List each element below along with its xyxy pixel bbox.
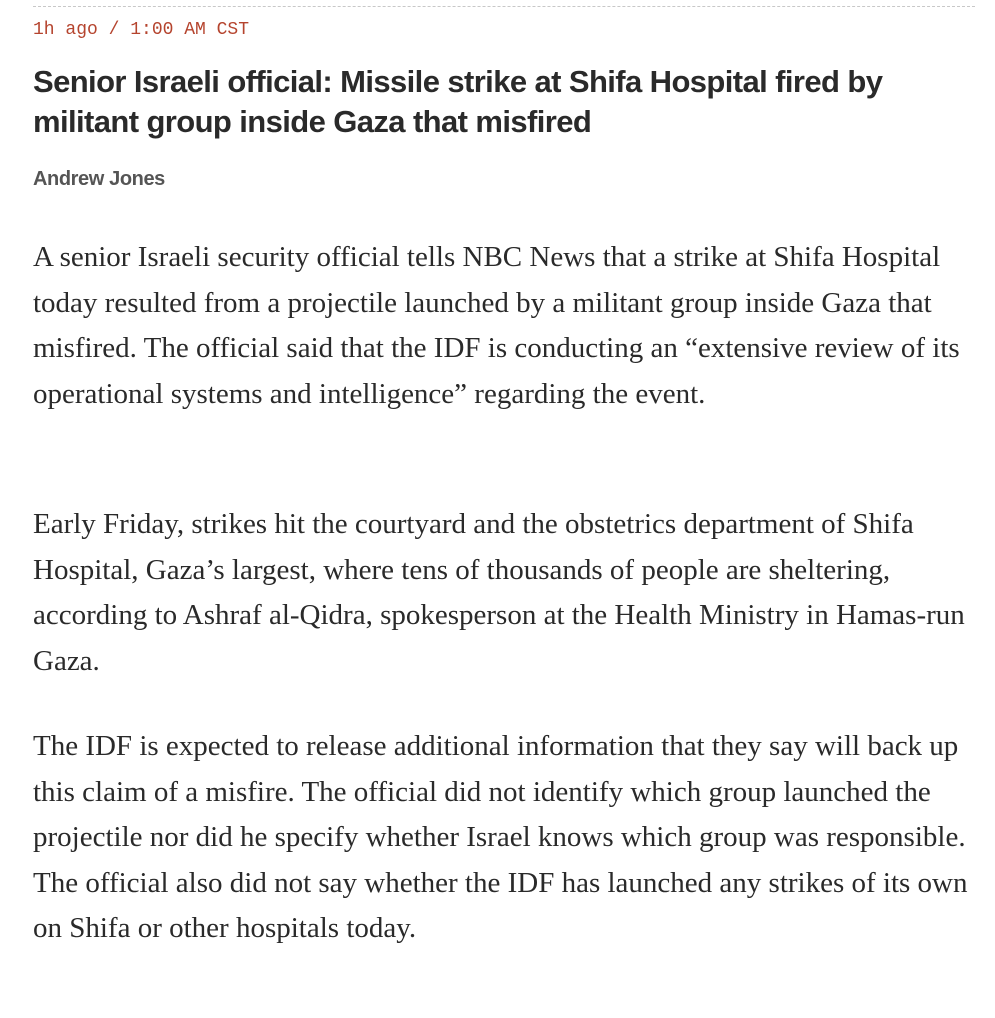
author-byline[interactable]: Andrew Jones <box>33 168 165 190</box>
post-timestamp: 1h ago / 1:00 AM CST <box>33 20 250 40</box>
body-paragraph: Early Friday, strikes hit the courtyard and the obstetrics department of Shifa Hospital, Gaza’s largest, where tens of thousands of people are sheltering, according to Ashraf al-Qidra, spokesperson at the Health Ministry in Hamas-run Gaza. <box>33 508 965 677</box>
body-paragraph: A senior Israeli security official tells NBC News that a strike at Shifa Hospital today resulted from a projectile launched by a militant group inside Gaza that misfired. The official said that the IDF is conducting an “extensive review of its operational systems and intelligence” regarding the event. <box>33 241 960 410</box>
post-headline: Senior Israeli official: Missile strike at Shifa Hospital fired by militant group inside Gaza that misfired <box>33 64 883 139</box>
post-divider <box>33 6 975 7</box>
body-paragraph: The IDF is expected to release additional information that they say will back up this claim of a misfire. The official did not identify which group launched the projectile nor did he specify whether Israel knows which group was responsible. The official also did not say whether the IDF has launched any strikes of its own on Shifa or other hospitals today. <box>33 730 968 944</box>
